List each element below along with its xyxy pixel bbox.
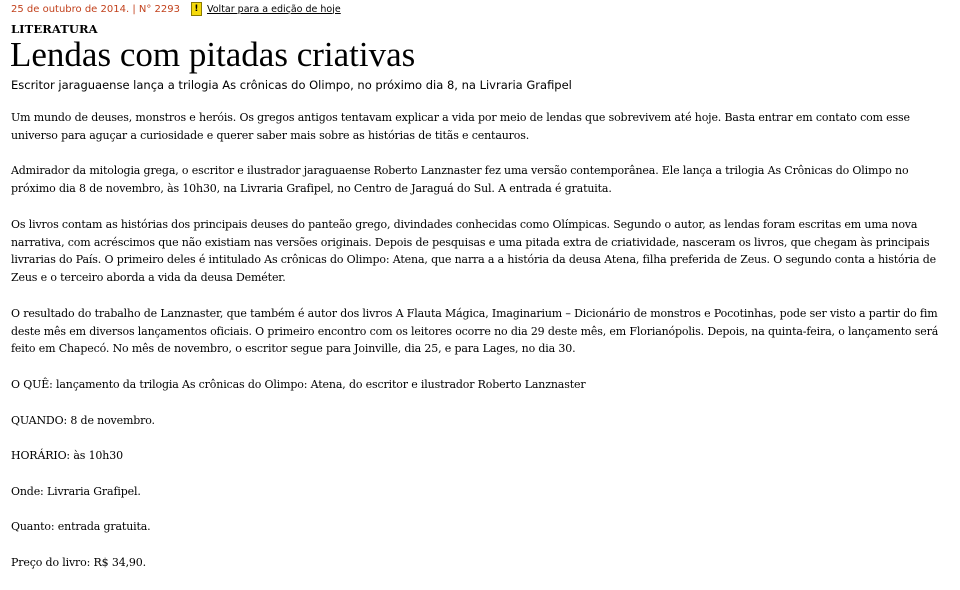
info-where: Onde: Livraria Grafipel.	[11, 484, 141, 498]
back-to-edition-link[interactable]: Voltar para a edição de hoje	[206, 3, 341, 15]
body-paragraph-books: Os livros contam as histórias dos principais deuses do panteão grego, divindades conhecidas como Olímpicas. Segundo o autor, as lendas foram escritas em uma nova narrativa, com acréscimos que não existiam nas versões originais. Depois de pesquisas e uma pitada extra de criatividade, nasceram os livros, que chegam às principais livrarias do País. O primeiro deles é intitulado As crônicas do Olimpo: Atena, que narra a a história da deusa Atena, filha preferida de Zeus. O segundo conta a história de Zeus e o terceiro aborda a vida da deusa Deméter.	[11, 217, 936, 285]
info-when: QUANDO: 8 de novembro.	[11, 413, 155, 427]
article-headline: Lendas com pitadas criativas	[10, 35, 416, 74]
body-paragraph-intro: Um mundo de deuses, monstros e heróis. Os gregos antigos tentavam explicar a vida por meio de lendas que sobrevivem até hoje. Basta entrar em contato com esse universo para aguçar a curiosidade e querer saber mais sobre as histórias de titãs e centauros.	[11, 111, 910, 142]
body-paragraph-launches: O resultado do trabalho de Lanznaster, que também é autor dos livros A Flauta Mágica, Imaginarium – Dicionário de monstros e Pocotinhas, pode ser visto a partir do fim deste mês em diversos lançamentos oficiais. O primeiro encontro com os leitores ocorre no dia 29 deste mês, em Florianópolis. Depois, na quinta-feira, o lançamento será feito em Chapecó. No mês de novembro, o escritor segue para Joinville, dia 25, e para Lages, no dia 30.	[11, 306, 939, 356]
info-price: Preço do livro: R$ 34,90.	[11, 555, 146, 569]
article-body	[11, 109, 953, 590]
edition-dateline: 25 de outubro de 2014. | N° 2293	[11, 3, 180, 15]
section-label: LITERATURA	[11, 22, 98, 36]
article-subheadline: Escritor jaraguaense lança a trilogia As crônicas do Olimpo, no próximo dia 8, na Livraria Grafipel	[11, 78, 572, 92]
info-cost: Quanto: entrada gratuita.	[11, 520, 151, 534]
alert-icon[interactable]: !	[191, 2, 202, 16]
info-what: O QUÊ: lançamento da trilogia As crônicas do Olimpo: Atena, do escritor e ilustrador Roberto Lanznaster	[11, 377, 586, 391]
edition-bar	[11, 1, 341, 17]
info-time: HORÁRIO: às 10h30	[11, 449, 123, 463]
body-paragraph-author: Admirador da mitologia grega, o escritor e ilustrador jaraguaense Roberto Lanznaster fez uma versão contemporânea. Ele lança a trilogia As Crônicas do Olimpo no próximo dia 8 de novembro, às 10h30, na Livraria Grafipel, no Centro de Jaraguá do Sul. A entrada é gratuita.	[11, 164, 909, 196]
